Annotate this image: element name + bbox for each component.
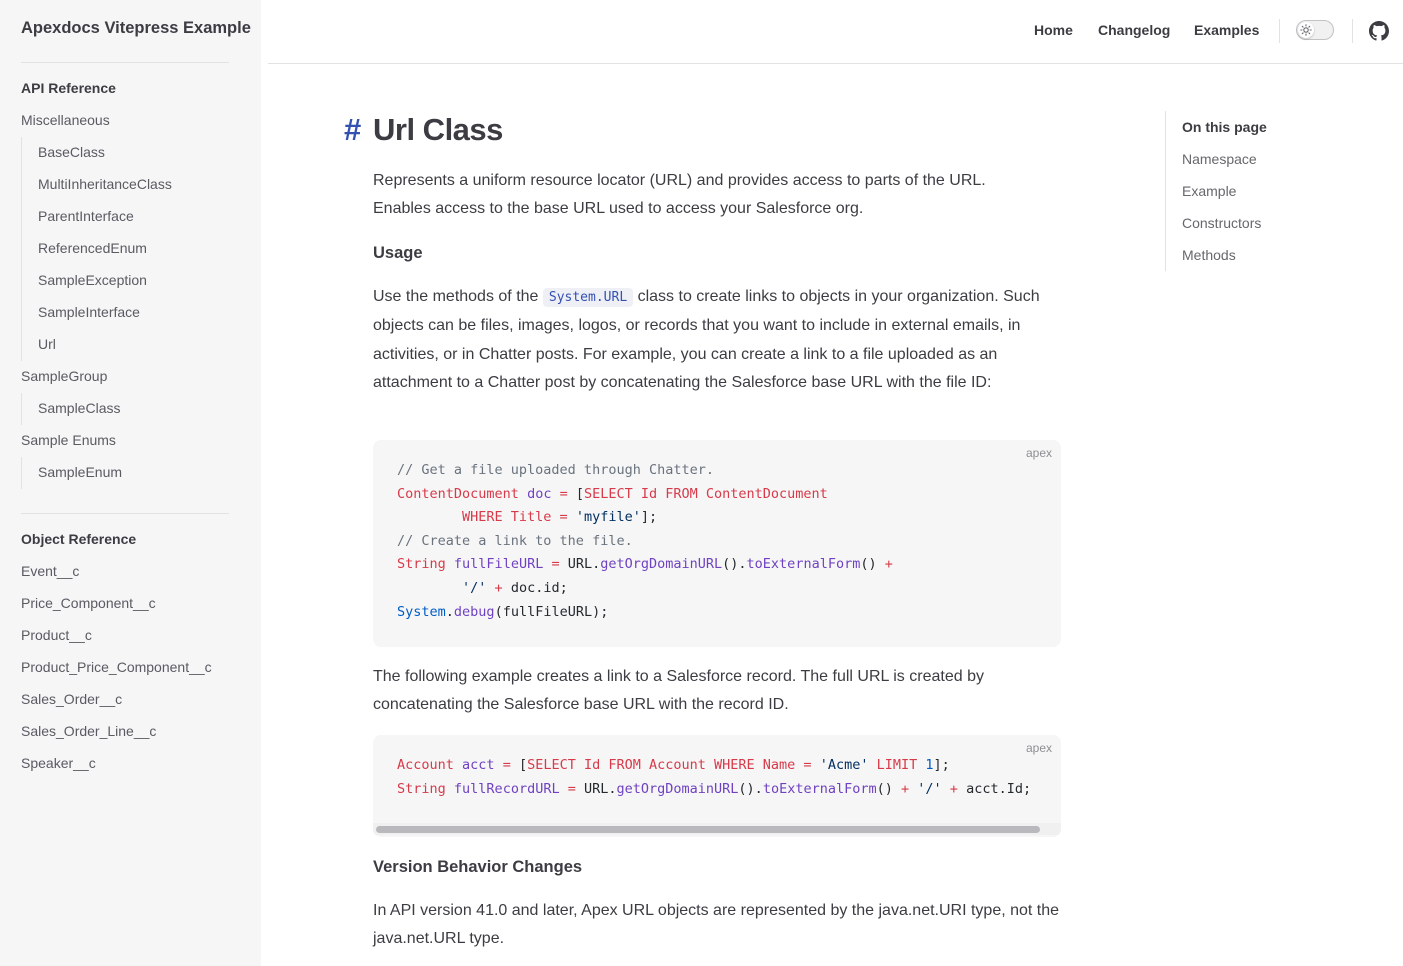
sidebar-item-sampleexception[interactable]: SampleException <box>38 272 147 288</box>
sidebar-tree-rule <box>21 457 22 489</box>
sidebar-item-sales-order[interactable]: Sales_Order__c <box>21 691 123 707</box>
intro-paragraph <box>373 167 1063 224</box>
sidebar-item-price-component[interactable]: Price_Component__c <box>21 595 156 611</box>
top-nav-divider <box>268 63 1403 64</box>
version-behavior-paragraph: In API version 41.0 and later, Apex URL objects are represented by the java.net.URI type, not the java.net.URL type. <box>373 902 1060 948</box>
outline-title: On this page <box>1182 119 1267 135</box>
sidebar-item-referencedenum[interactable]: ReferencedEnum <box>38 240 147 256</box>
theme-toggle[interactable] <box>1296 20 1334 40</box>
sidebar-item-product-price-component[interactable]: Product_Price_Component__c <box>21 659 212 675</box>
sidebar-tree-rule <box>21 393 22 425</box>
nav-examples-link[interactable]: Examples <box>1194 22 1260 38</box>
code-lines[interactable]: // Get a file uploaded through Chatter. ContentDocument doc = [SELECT Id FROM ContentDocument WHERE Title = 'myfile']; // Create a link to the file. String fullFileURL = URL.getOrgDomainURL().toExternalForm() + '/' + doc.id; System.debug(fullFileURL); <box>397 462 893 620</box>
sidebar-item-product[interactable]: Product__c <box>21 627 92 643</box>
sidebar-tree-rule <box>21 137 22 361</box>
sidebar-item-baseclass[interactable]: BaseClass <box>38 144 105 160</box>
page-title: Url Class <box>373 112 503 147</box>
sidebar-item-sales-order-line[interactable]: Sales_Order_Line__c <box>21 723 157 739</box>
heading-anchor-link[interactable]: # <box>344 112 362 147</box>
inline-code-system-url: System.URL <box>543 288 633 307</box>
sidebar-divider <box>21 62 229 63</box>
sidebar-item-sampleinterface[interactable]: SampleInterface <box>38 304 140 320</box>
sidebar-divider <box>21 513 229 514</box>
sidebar-item-url[interactable]: Url <box>38 336 56 352</box>
nav-changelog-link[interactable]: Changelog <box>1098 22 1171 38</box>
outline-item-example[interactable]: Example <box>1182 183 1237 199</box>
sun-icon <box>1298 22 1314 38</box>
code-language-label: apex <box>1025 741 1052 755</box>
code-lines[interactable]: Account acct = [SELECT Id FROM Account WHERE Name = 'Acme' LIMIT 1]; String fullRecordURL = URL.getOrgDomainURL().toExternalForm() + '/' + acct.Id; <box>397 757 1032 797</box>
sidebar-heading-api-reference[interactable]: API Reference <box>21 80 116 96</box>
code-language-label: apex <box>1025 446 1052 460</box>
sidebar-item-sampleenum[interactable]: SampleEnum <box>38 464 123 480</box>
intro-line-2: Enables access to the base URL used to access your Salesforce org. <box>373 200 864 218</box>
code-block-record-url <box>373 735 1061 837</box>
nav-home-link[interactable]: Home <box>1034 22 1073 38</box>
sidebar-item-speaker[interactable]: Speaker__c <box>21 755 96 771</box>
sidebar-group-miscellaneous[interactable]: Miscellaneous <box>21 112 110 128</box>
sidebar-heading-object-reference[interactable]: Object Reference <box>21 531 137 547</box>
code-horizontal-scrollbar[interactable] <box>373 823 1061 835</box>
usage-paragraph <box>373 283 1063 397</box>
sidebar-item-parentinterface[interactable]: ParentInterface <box>38 208 134 224</box>
sidebar <box>0 0 261 966</box>
outline-item-namespace[interactable]: Namespace <box>1182 151 1257 167</box>
nav-separator <box>1352 19 1353 43</box>
scrollbar-thumb[interactable] <box>376 826 1040 833</box>
toggle-knob <box>1298 22 1314 38</box>
outline-rule <box>1165 111 1166 271</box>
sidebar-group-samplegroup[interactable]: SampleGroup <box>21 368 108 384</box>
usage-text-pre: Use the methods of the <box>373 288 543 305</box>
usage-heading: Usage <box>373 244 423 262</box>
sidebar-group-sample-enums[interactable]: Sample Enums <box>21 432 116 448</box>
outline-item-constructors[interactable]: Constructors <box>1182 215 1262 231</box>
sidebar-item-sampleclass[interactable]: SampleClass <box>38 400 121 416</box>
code-block-file-url <box>373 440 1061 647</box>
sidebar-item-event[interactable]: Event__c <box>21 563 80 579</box>
usage-text-post: class to create links to objects in your organization. Such objects can be files, images, logos, or records that you want to include in external emails, in activities, or in Chatter posts. For example, you can create a link to a file uploaded as an attachment to a Chatter post by concatenating the Salesforce base URL with the file ID: <box>373 288 1040 391</box>
nav-separator <box>1279 19 1280 43</box>
intro-line-1: Represents a uniform resource locator (URL) and provides access to parts of the URL. <box>373 172 986 189</box>
outline-item-methods[interactable]: Methods <box>1182 247 1236 263</box>
github-icon[interactable] <box>1369 21 1389 41</box>
record-paragraph: The following example creates a link to a Salesforce record. The full URL is created by concatenating the Salesforce base URL with the record ID. <box>373 668 984 714</box>
version-behavior-heading: Version Behavior Changes <box>373 858 583 876</box>
site-title[interactable]: Apexdocs Vitepress Example <box>21 19 251 37</box>
sidebar-item-multiinheritanceclass[interactable]: MultiInheritanceClass <box>38 176 172 192</box>
